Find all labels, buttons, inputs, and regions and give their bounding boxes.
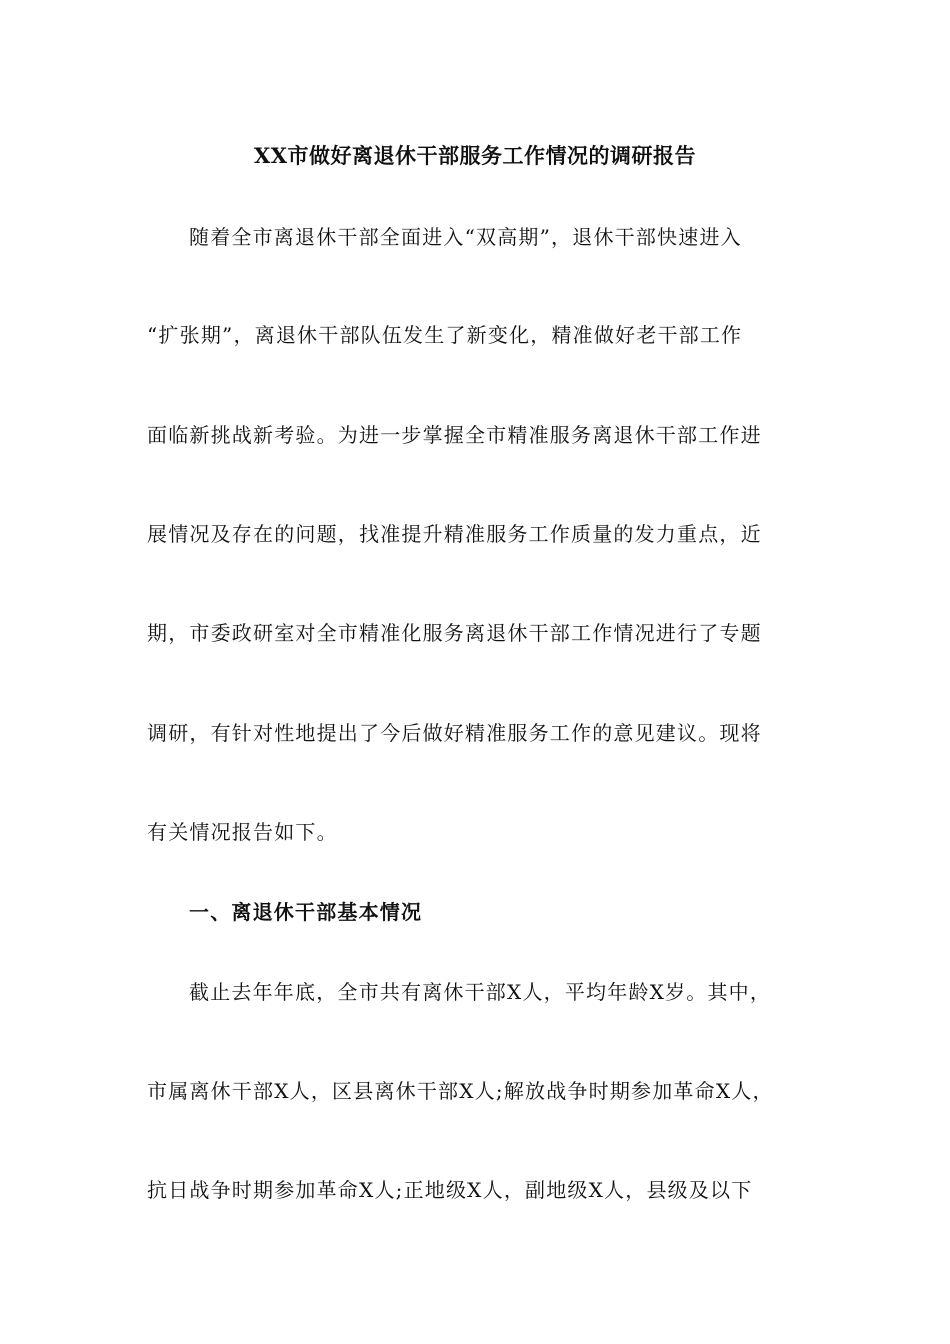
paragraph-line: “扩张期”，离退休干部队伍发生了新变化，精准做好老干部工作 [147, 323, 743, 347]
paragraph-line: 展情况及存在的问题，找准提升精准服务工作质量的发力重点，近 [147, 522, 762, 546]
paragraph-line: 有关情况报告如下。 [147, 820, 338, 844]
paragraph-line: 调研，有针对性地提出了今后做好精准服务工作的意见建议。现将 [147, 721, 762, 745]
paragraph-line: 市属离休干部X人，区县离休干部X人;解放战争时期参加革命X人， [147, 1079, 774, 1103]
paragraph-line: 期，市委政研室对全市精准化服务离退休干部工作情况进行了专题 [147, 621, 762, 645]
section-heading: 一、离退休干部基本情况 [189, 900, 423, 924]
document-title: XX市做好离退休干部服务工作情况的调研报告 [253, 143, 697, 168]
paragraph-line: 抗日战争时期参加革命X人;正地级X人，副地级X人，县级及以下 [147, 1178, 753, 1202]
paragraph-line: 随着全市离退休干部全面进入“双高期”，退休干部快速进入 [189, 225, 742, 249]
paragraph-line: 截止去年年底，全市共有离休干部X人，平均年龄X岁。其中， [189, 980, 772, 1004]
paragraph-line: 面临新挑战新考验。为进一步掌握全市精准服务离退休干部工作进 [147, 423, 762, 447]
